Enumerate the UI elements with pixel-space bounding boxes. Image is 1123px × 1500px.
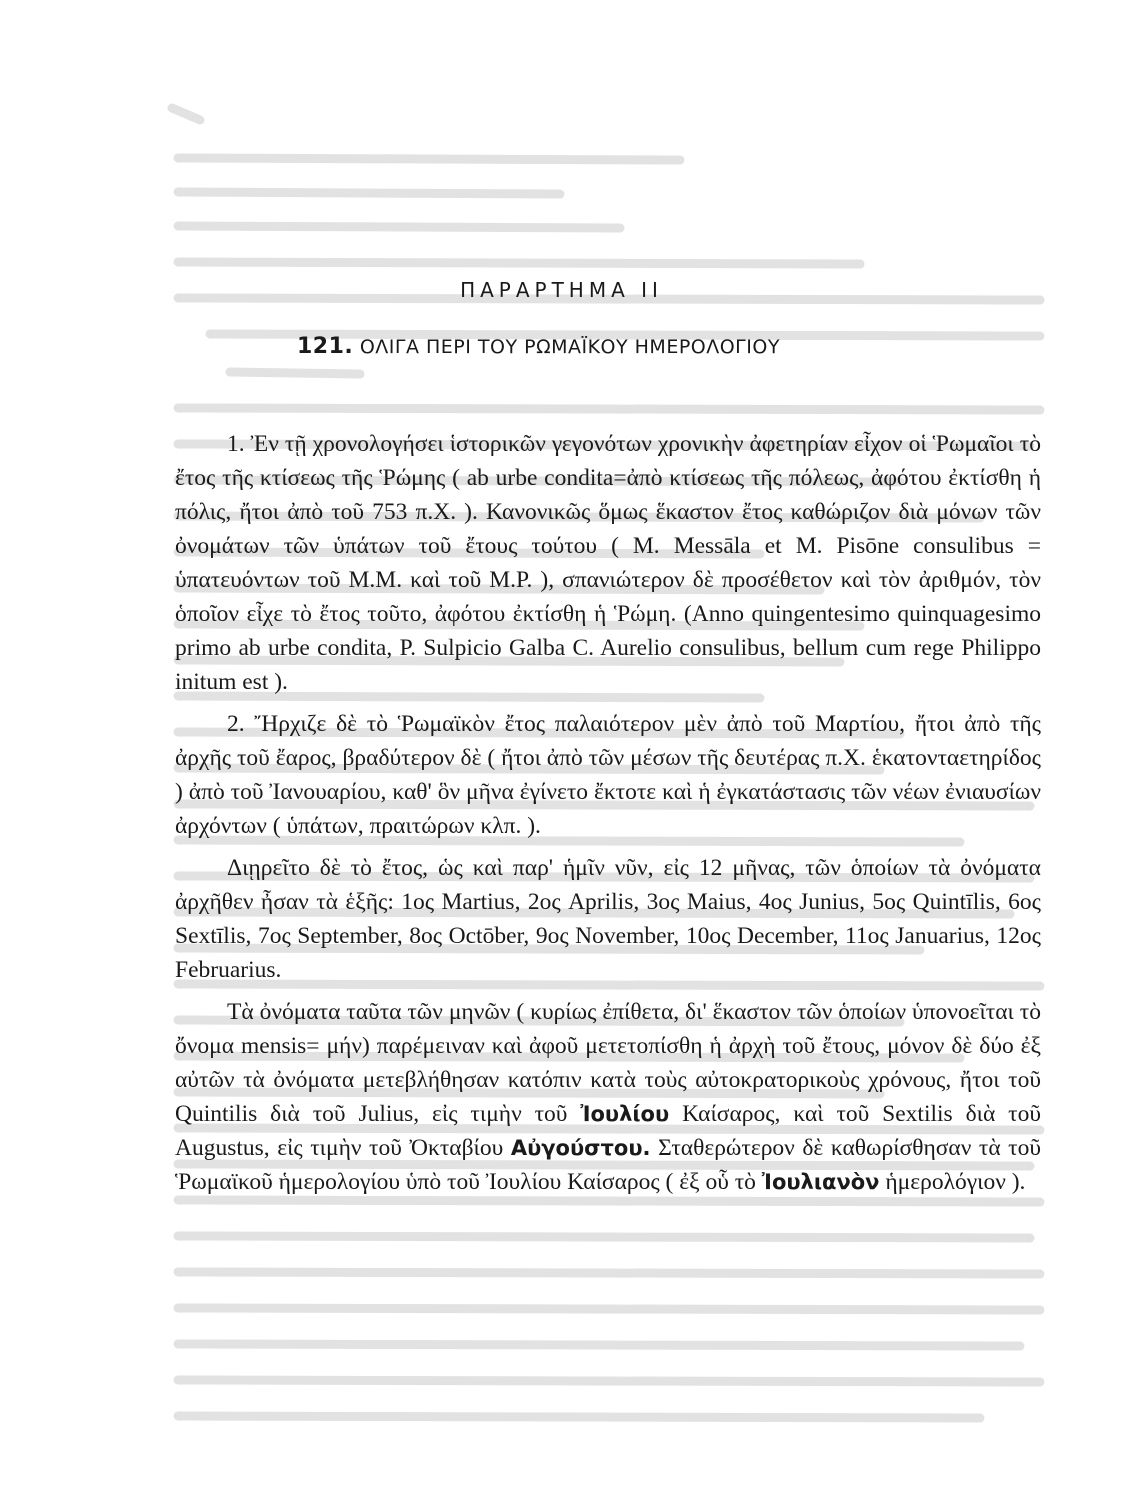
bold-term-augustos: Αὐγούστου. xyxy=(510,1136,651,1160)
bold-term-ioulios: Ἰουλίου xyxy=(580,1102,670,1126)
section-heading xyxy=(297,334,780,359)
paragraph-1: 1. Ἐν τῇ χρονολογήσει ἱστορικῶν γεγονότων χρονικὴν ἀφετηρίαν εἶχον οἱ Ῥωμαῖοι τὸ ἔτος τῆς κτίσεως τῆς Ῥώμης ( ab urbe condita=ἀπὸ κτίσεως τῆς πόλεως, ἀφότου ἐκτίσθη ἡ πόλις, ἤτοι ἀπὸ τοῦ 753 π.Χ. ). Κανονικῶς ὅμως ἕκαστον ἔτος καθώριζον διὰ μόνων τῶν ὀνομάτων τῶν ὑπάτων τοῦ ἔτους τούτου ( M. Messāla et M. Pisōne consulibus = ὑπατευόντων τοῦ Μ.Μ. καὶ τοῦ Μ.Ρ. ), σπανιώτερον δὲ προσέθετον καὶ τὸν ἀριθμόν, τὸν ὁποῖον εἶχε τὸ ἔτος τοῦτο, ἀφότου ἐκτίσθη ἡ Ῥώμη. (Anno quingentesimo quinquagesimo primo ab urbe condita, P. Sulpicio Galba C. Aurelio consulibus, bellum cum rege Philippo initum est ). xyxy=(175,431,1041,695)
section-number: 121. xyxy=(297,334,354,359)
section-title: ΟΛΙΓΑ ΠΕΡΙ ΤΟΥ ΡΩΜΑΪΚΟΥ ΗΜΕΡΟΛΟΓΙΟΥ xyxy=(359,336,780,358)
closing-text-3: Σταθερώτερον δὲ καθωρίσθησαν τὰ τοῦ Ῥωμαϊκοῦ ἡμερολογίου ὑπὸ τοῦ Ἰουλίου Καίσαρος ( ἐξ οὗ τὸ xyxy=(175,1135,1042,1195)
paragraph-4 xyxy=(175,995,1041,1199)
bold-term-ioulianon: Ἰουλιανὸν xyxy=(761,1170,880,1194)
closing-text-4: ἡμερολόγιον ). xyxy=(885,1169,1026,1195)
closing-text-2: Καίσαρος, καὶ τοῦ Sextilis διὰ τοῦ Augustus, εἰς τιμὴν τοῦ Ὀκταβίου xyxy=(175,1101,1041,1161)
paragraph-3: Διῃρεῖτο δὲ τὸ ἔτος, ὡς καὶ παρ' ἡμῖν νῦν, εἰς 12 μῆνας, τῶν ὁποίων τὰ ὀνόματα ἀρχῆθεν ἦσαν τὰ ἑξῆς: 1ος Martius, 2ος Aprilis, 3ος Maius, 4ος Junius, 5ος Quintīlis, 6ος Sextīlis, 7ος September, 8ος Octōber, 9ος November, 10ος December, 11ος Januarius, 12ος Februarius. xyxy=(175,855,1041,983)
paragraph-2: 2. Ἤρχιζε δὲ τὸ Ῥωμαϊκὸν ἔτος παλαιότερον μὲν ἀπὸ τοῦ Μαρτίου, ἤτοι ἀπὸ τῆς ἀρχῆς τοῦ ἔαρος, βραδύτερον δὲ ( ἤτοι ἀπὸ τῶν μέσων τῆς δευτέρας π.Χ. ἑκατονταετηρίδος ) ἀπὸ τοῦ Ἰανουαρίου, καθ' ὃν μῆνα ἐγίνετο ἔκτοτε καὶ ἡ ἐγκατάστασις τῶν νέων ἐνιαυσίων ἀρχόντων ( ὑπάτων, πραιτώρων κλπ. ). xyxy=(175,711,1041,839)
closing-text-1: Τὰ ὀνόματα ταῦτα τῶν μηνῶν ( κυρίως ἐπίθετα, δι' ἕκαστον τῶν ὁποίων ὑπονοεῖται τὸ ὄνομα mensis= μήν) παρέμειναν καὶ ἀφοῦ μετετοπίσθη ἡ ἀρχὴ τοῦ ἔτους, μόνον δὲ δύο ἐξ αὐτῶν τὰ ὀνόματα μετεβλήθησαν κατόπιν κατὰ τοὺς αὐτοκρατορικοὺς χρόνους, ἤτοι τοῦ Quintilis διὰ τοῦ Julius, εἰς τιμὴν τοῦ xyxy=(175,999,1041,1127)
appendix-title: ΠΑΡΑΡΤΗΜΑ ΙΙ xyxy=(460,278,663,302)
body-text xyxy=(175,427,1041,1199)
